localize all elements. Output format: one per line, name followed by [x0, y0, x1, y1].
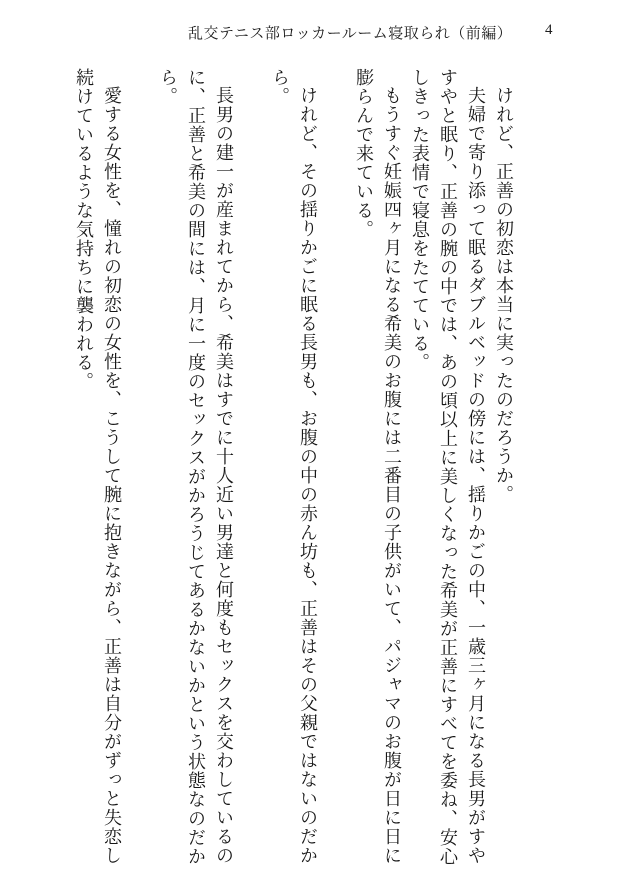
- paragraph: 夫婦で寄り添って眠るダブルベッドの傍には、揺りかごの中、一歳三ヶ月になる長男がすやすやと眠り、正善の腕の中では、あの頃以上に美しくなった希美が正善にすべてを委ね、安心しきった表情で寝息をたてている。: [410, 68, 486, 866]
- page-number: 4: [545, 22, 553, 38]
- paragraph: 長男の建一が産まれてから、希美はすでに十人近い男達と何度もセックスを交わしているのに、正善と希美の間には、月に一度のセックスがかろうじてあるかないかという状態なのだから。: [158, 68, 234, 866]
- paragraph: けれど、その揺りかごに眠る長男も、お腹の中の赤ん坊も、正善はその父親ではないのだから。: [270, 68, 318, 865]
- paragraph: けれど、正善の初恋は本当に実ったのだろうか。: [494, 86, 514, 504]
- paragraph: 愛する女性を、憧れの初恋の女性を、こうして腕に抱きながら、正善は自分がずっと失恋し続けているような気持ちに襲われる。: [74, 68, 122, 865]
- page-body-text: [70, 68, 518, 866]
- page-header-title: 乱交テニス部ロッカールーム寝取られ（前編）: [188, 26, 513, 42]
- page-header: [0, 0, 618, 60]
- paragraph: もうすぐ妊娠四ヶ月になる希美のお腹には二番目の子供がいて、パジャマのお腹が日に日に膨らんで来ている。: [354, 68, 402, 865]
